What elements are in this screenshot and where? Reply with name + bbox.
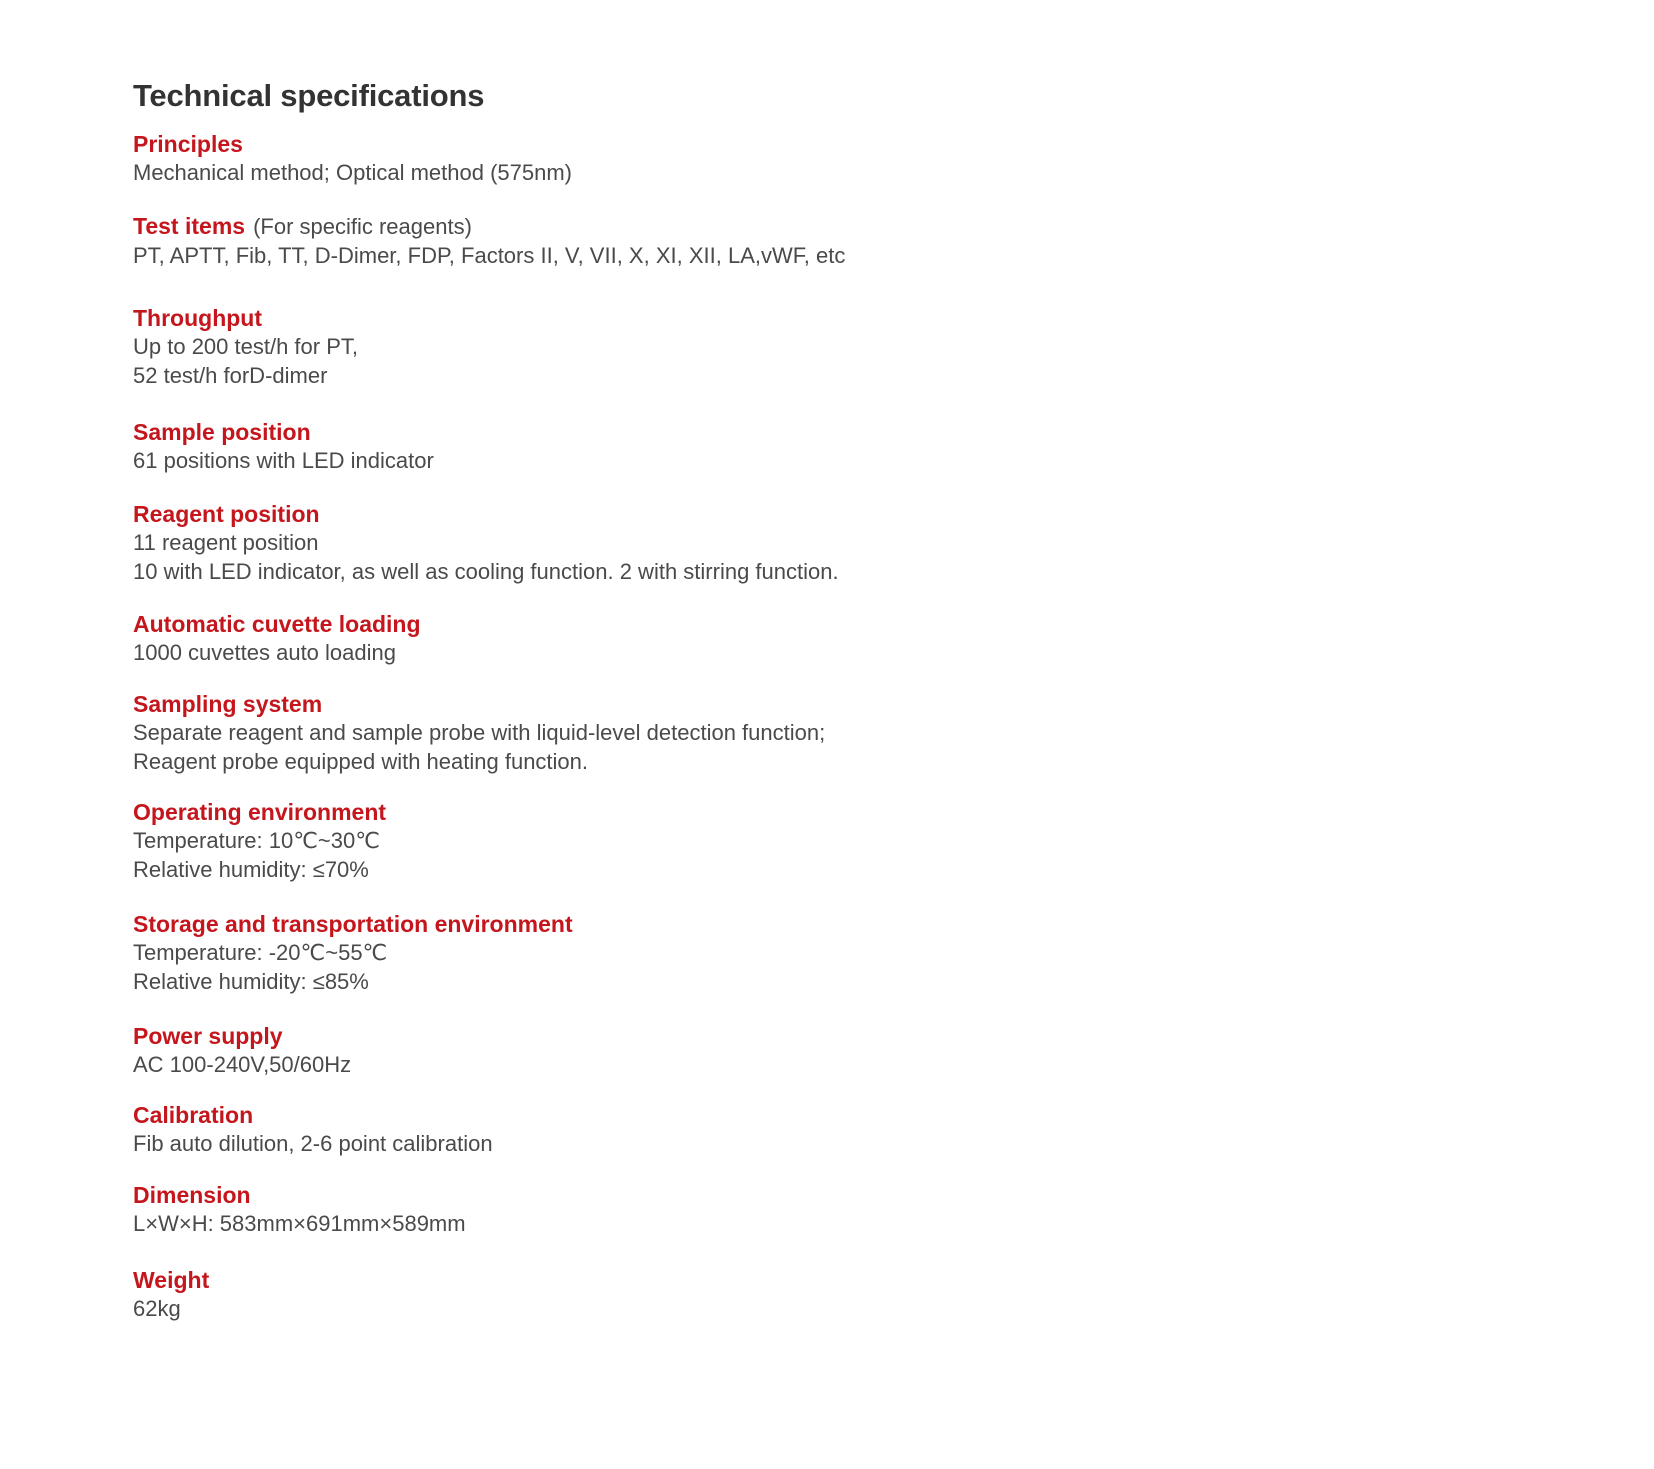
spec-value: 61 positions with LED indicator (133, 448, 434, 473)
spec-value: Fib auto dilution, 2-6 point calibration (133, 1131, 493, 1156)
spec-label: Weight (133, 1267, 210, 1293)
spec-reagent-position (133, 500, 839, 586)
spec-value: 52 test/h forD-dimer (133, 363, 328, 388)
spec-value: Temperature: 10℃~30℃ (133, 828, 380, 853)
spec-storage-environment (133, 910, 573, 996)
spec-value: Reagent probe equipped with heating function. (133, 749, 589, 774)
spec-cuvette-loading (133, 610, 421, 667)
spec-label: Sample position (133, 419, 311, 445)
spec-value: 62kg (133, 1296, 181, 1321)
spec-value: Mechanical method; Optical method (575nm) (133, 160, 572, 185)
spec-power-supply (133, 1022, 351, 1079)
spec-label: Sampling system (133, 691, 323, 717)
spec-value: Separate reagent and sample probe with liquid-level detection function; (133, 720, 826, 745)
page-title: Technical specifications (133, 78, 485, 113)
spec-label: Test items (133, 213, 246, 239)
spec-label-row (133, 212, 845, 241)
spec-value: Relative humidity: ≤85% (133, 969, 369, 994)
spec-value: Temperature: -20℃~55℃ (133, 940, 388, 965)
spec-value: 11 reagent position (133, 530, 319, 555)
spec-label: Throughput (133, 305, 263, 331)
spec-value: L×W×H: 583mm×691mm×589mm (133, 1211, 466, 1236)
spec-label: Dimension (133, 1182, 251, 1208)
spec-value: Up to 200 test/h for PT, (133, 334, 359, 359)
spec-label: Principles (133, 131, 243, 157)
spec-throughput (133, 304, 358, 390)
spec-operating-environment (133, 798, 386, 884)
spec-label: Storage and transportation environment (133, 911, 573, 937)
spec-value: 10 with LED indicator, as well as cooling function. 2 with stirring function. (133, 559, 839, 584)
spec-value: Relative humidity: ≤70% (133, 857, 369, 882)
spec-label: Operating environment (133, 799, 387, 825)
spec-sampling-system (133, 690, 825, 776)
spec-value: 1000 cuvettes auto loading (133, 640, 396, 665)
spec-calibration (133, 1101, 493, 1158)
spec-value: PT, APTT, Fib, TT, D-Dimer, FDP, Factors II, V, VII, X, XI, XII, LA,vWF, etc (133, 243, 846, 268)
spec-value: AC 100-240V,50/60Hz (133, 1052, 352, 1077)
spec-sample-position (133, 418, 434, 475)
spec-dimension (133, 1181, 466, 1238)
spec-note: (For specific reagents) (253, 214, 472, 239)
spec-label: Automatic cuvette loading (133, 611, 421, 637)
spec-label: Power supply (133, 1023, 283, 1049)
spec-label: Reagent position (133, 501, 320, 527)
spec-label: Calibration (133, 1102, 254, 1128)
spec-principles (133, 130, 572, 187)
spec-test-items (133, 212, 845, 270)
spec-weight (133, 1266, 209, 1323)
